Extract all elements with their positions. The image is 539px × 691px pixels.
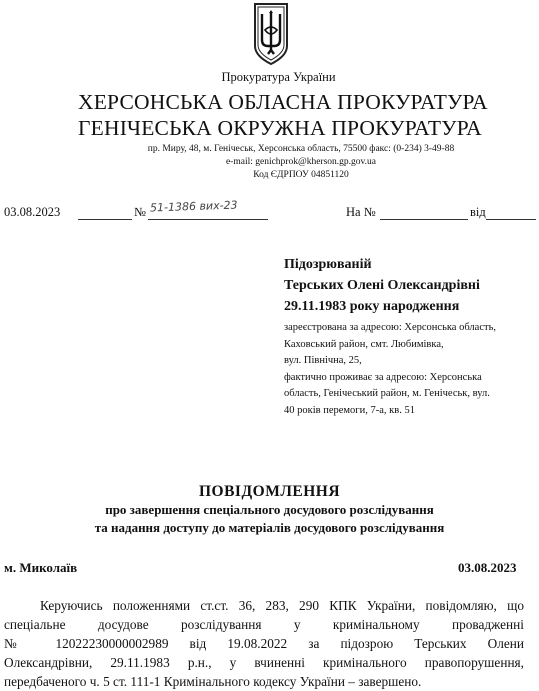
regional-office-title: ХЕРСОНСЬКА ОБЛАСНА ПРОКУРАТУРА: [78, 90, 488, 114]
addressee-name: Терських Олені Олександрівні: [284, 278, 480, 293]
office-contacts: [110, 143, 470, 182]
address-line: вул. Північна, 25,: [284, 355, 362, 366]
handwritten-outgoing-number: 51-1386 вих-23: [149, 198, 238, 215]
body-line: спеціальне досудове розслідування у кримінальному провадженні: [4, 617, 524, 632]
addressee-address: [284, 320, 534, 419]
prosecutor-general-label: Прокуратура України: [221, 70, 336, 84]
body-line: передбаченого ч. 5 ст. 111-1 Кримінального кодексу України – завершено.: [4, 674, 422, 689]
addressee-birthdate: 29.11.1983 року народження: [284, 299, 460, 314]
address-line: зареєстрована за адресою: Херсонська область,: [284, 322, 496, 333]
meta-underline: [78, 219, 132, 220]
notice-title: ПОВІДОМЛЕННЯ: [198, 483, 341, 500]
place-label: м. Миколаїв: [4, 560, 78, 575]
office-email: e-mail: genichprok@kherson.gp.gov.ua: [225, 157, 377, 167]
address-line: область, Генічеський район, м. Генічеськ, вул.: [284, 388, 490, 399]
from-underline: [486, 219, 536, 220]
ukraine-trident-emblem-icon: [253, 2, 289, 66]
notice-subtitle: [0, 501, 539, 537]
number-underline: [148, 219, 268, 220]
addressee-role: Підозрюваній: [284, 257, 372, 272]
address-line: фактично проживає за адресою: Херсонська: [284, 371, 482, 383]
notice-subtitle-line: та надання доступу до матеріалів досудового розслідування: [94, 520, 445, 535]
addressee-block: [284, 254, 480, 317]
office-address: пр. Миру, 48, м. Генічеськ, Херсонська область, 75500 факс: (0-234) 3-49-88: [147, 144, 455, 154]
body-line: Олександрівни, 29.11.1983 р.н., у вчиненні кримінального правопорушення,: [4, 655, 524, 670]
notice-subtitle-line: про завершення спеціального досудового розслідування: [105, 502, 434, 517]
number-label: №: [134, 205, 146, 219]
address-line: Каховський район, смт. Любимівка,: [284, 338, 444, 350]
address-line: 40 років перемоги, 7-а, кв. 51: [284, 404, 415, 416]
body-line: Керуючись положеннями ст.ст. 36, 283, 290 КПК України, повідомляю, що: [40, 598, 524, 613]
reply-underline: [380, 219, 468, 220]
office-edrpou: Код ЄДРПОУ 04851120: [253, 170, 349, 180]
from-label: від: [470, 205, 486, 219]
outgoing-date: 03.08.2023: [4, 205, 61, 219]
reply-to-label: На №: [346, 205, 376, 219]
notice-date: 03.08.2023: [458, 560, 517, 575]
district-office-title: ГЕНІЧЕСЬКА ОКРУЖНА ПРОКУРАТУРА: [78, 116, 482, 140]
notice-body: [4, 596, 524, 691]
body-line: № 12022230000002989 від 19.08.2022 за підозрою Терських Олени: [4, 636, 524, 651]
